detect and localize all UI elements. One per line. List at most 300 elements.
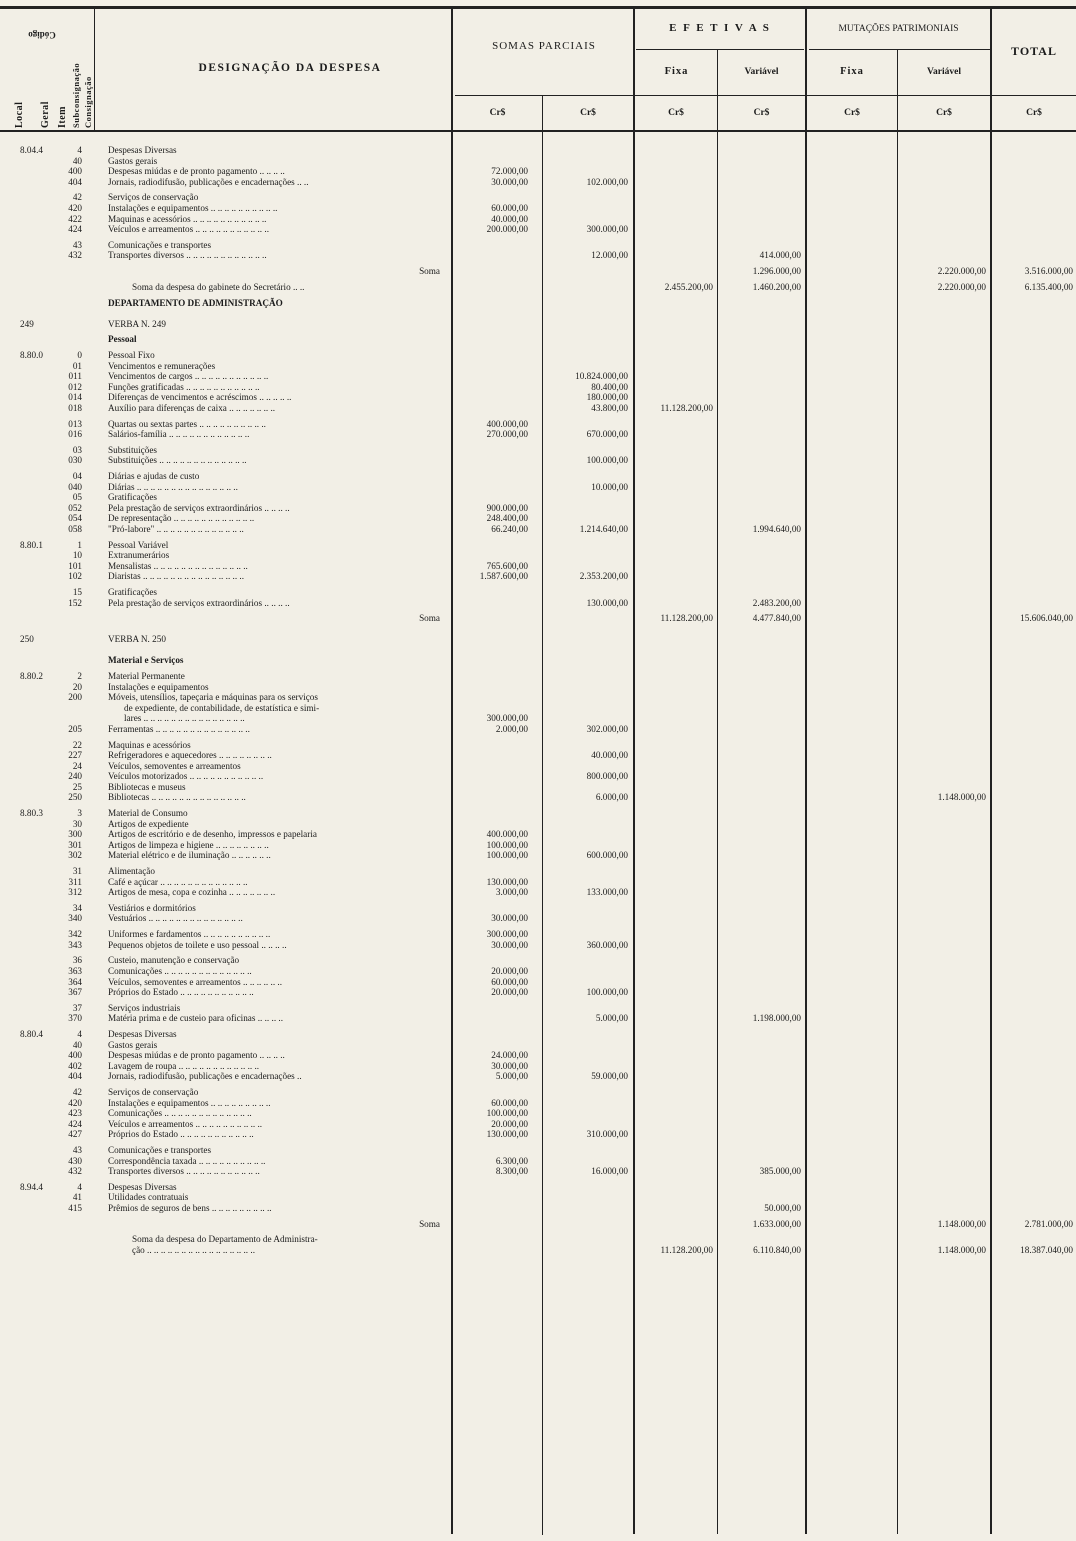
row-description: Instalações e equipamentos .. .. .. .. .. .. .. .. .. ..: [108, 203, 278, 213]
row-value-p2: 59.000,00: [591, 1071, 628, 1082]
currency-ef: Cr$: [668, 108, 684, 118]
row-description: Comunicações .. .. .. .. .. .. .. .. .. .. .. .. ..: [108, 965, 252, 976]
row-description: Diferenças de vencimentos e acréscimos .. .. .. .. ..: [108, 392, 292, 403]
row-description: Veículos motorizados .. .. .. .. .. .. .. .. .. .. ..: [108, 771, 264, 782]
row-item-code: 36: [72, 955, 82, 966]
row-value-p1: 6.300,00: [495, 1155, 528, 1166]
ledger-row: [0, 1050, 1076, 1060]
ledger-row: [0, 361, 1076, 371]
row-item-code: 302: [68, 850, 82, 861]
row-description: Auxílio para diferenças de caixa .. .. .. .. .. .. ..: [108, 402, 276, 413]
row-value-p2: 600.000,00: [586, 850, 628, 861]
row-value-p2: 102.000,00: [586, 176, 628, 187]
ledger-row: [0, 829, 1076, 839]
row-description: Comunicações e transportes: [108, 1145, 212, 1155]
row-description: Veículos e arreamentos .. .. .. .. .. .. .. .. .. ..: [108, 1118, 263, 1129]
row-value-ev: 4.477.840,00: [752, 613, 801, 624]
row-item-code: 41: [72, 1192, 82, 1203]
ledger-row: [0, 319, 1076, 329]
ledger-row: [0, 371, 1076, 381]
row-value-mf: 2.220.000,00: [937, 266, 986, 277]
row-item-code: 340: [68, 913, 82, 924]
col-header-subconsignacao: Subconsignação: [71, 62, 81, 128]
row-item-code: 15: [72, 587, 82, 597]
col-header-somas-parciais: SOMAS PARCIAIS: [492, 40, 596, 52]
row-item-code: 227: [68, 750, 82, 760]
ledger-row: [0, 587, 1076, 597]
row-item-code: 152: [68, 597, 82, 608]
row-item-code: 20: [72, 681, 82, 692]
row-value-ev: 6.110.840,00: [753, 1245, 801, 1255]
row-item-code: 10: [72, 550, 82, 561]
ledger-row: [0, 429, 1076, 439]
col-header-mut-variavel: Variável: [927, 67, 961, 77]
row-item-code: 1: [77, 539, 82, 550]
row-description: Transportes diversos .. .. .. .. .. .. .. .. .. .. .. ..: [108, 250, 267, 261]
ledger-row: [0, 1182, 1076, 1192]
row-value-p2: 360.000,00: [586, 939, 628, 950]
ledger-row: [0, 671, 1076, 681]
row-value-p1: 40.000,00: [491, 213, 528, 224]
col-header-mutacoes: MUTAÇÕES PATRIMONIAIS: [838, 24, 959, 34]
ledger-row: [0, 1087, 1076, 1097]
row-description: Próprios do Estado .. .. .. .. .. .. .. .. .. .. ..: [108, 1129, 254, 1140]
row-item-code: 37: [72, 1002, 82, 1013]
ledger-row: [0, 419, 1076, 429]
row-item-code: 240: [68, 771, 82, 782]
row-description: Diárias .. .. .. .. .. .. .. .. .. .. .. .. .. .. ..: [108, 481, 238, 492]
row-description: "Pró-labore" .. .. .. .. .. .. .. .. .. .. .. .. ..: [108, 523, 244, 534]
row-value-p1: 248.400,00: [486, 513, 528, 524]
row-description: Veículos e arreamentos .. .. .. .. .. .. .. .. .. .. ..: [108, 224, 269, 235]
row-item-code: 420: [68, 1097, 82, 1108]
row-item-code: 2: [77, 671, 82, 681]
row-value-p1: 3.000,00: [495, 887, 528, 897]
row-description: Vencimentos e remunerações: [108, 360, 216, 371]
row-description: Salários-família .. .. .. .. .. .. .. .. .. .. .. ..: [108, 429, 250, 440]
currency-parcial1: Cr$: [489, 108, 506, 118]
header-bottom-rule: [0, 130, 1076, 132]
row-item-code: 420: [68, 203, 82, 213]
row-item-code: 404: [68, 1071, 82, 1082]
row-value-mf: 1.148.000,00: [937, 792, 986, 803]
row-value-p1: 100.000,00: [486, 839, 528, 850]
ledger-row: [0, 1145, 1076, 1155]
row-description: Maquinas e acessórios: [108, 739, 191, 750]
col-sep-codes: [94, 9, 95, 131]
row-value-p2: 670.000,00: [586, 429, 628, 440]
ledger-row: [0, 655, 1076, 665]
ledger-row: [0, 540, 1076, 550]
row-item-code: 04: [72, 471, 82, 482]
row-description: Custeio, manutenção e conservação: [108, 955, 240, 966]
ledger-row: [0, 877, 1076, 887]
row-item-code: 43: [72, 239, 82, 250]
row-item-code: 34: [72, 902, 82, 913]
row-item-code: 427: [68, 1129, 82, 1140]
row-value-p2: 10.824.000,00: [575, 371, 628, 382]
row-value-p1: 1.587.600,00: [479, 571, 528, 582]
row-description: Pela prestação de serviços extraordinários .. .. .. ..: [108, 597, 290, 608]
col-header-local: Local: [14, 101, 25, 128]
row-local-code: 250: [20, 634, 34, 645]
row-item-code: 370: [68, 1013, 82, 1024]
row-item-code: 40: [72, 1039, 82, 1050]
row-description: Comunicações e transportes: [108, 239, 212, 250]
row-local-code: 249: [20, 318, 34, 329]
row-value-total: 6.135.400,00: [1024, 281, 1073, 292]
row-local-code: 8.80.4: [20, 1029, 43, 1040]
ledger-row: [0, 166, 1076, 176]
ledger-row: [0, 1098, 1076, 1108]
row-soma-label: Soma: [419, 1218, 440, 1229]
row-description: Diárias e ajudas de custo: [108, 471, 200, 482]
row-description: Pela prestação de serviços extraordinários .. .. .. ..: [108, 502, 290, 513]
ledger-row: [0, 445, 1076, 455]
row-local-code: 8.80.2: [20, 671, 43, 681]
row-description: Artigos de escritório e de desenho, impressos e papelaria: [108, 829, 317, 840]
ledger-row: [0, 887, 1076, 897]
ledger-row: [0, 866, 1076, 876]
row-value-p1: 400.000,00: [486, 829, 528, 840]
row-description: Vencimentos de cargos .. .. .. .. .. .. .. .. .. .. ..: [108, 371, 269, 382]
row-description: Veículos, semoventes e arreamentos .. .. .. .. .. ..: [108, 976, 283, 987]
row-description: Vestuários .. .. .. .. .. .. .. .. .. .. .. .. .. ..: [108, 913, 243, 924]
row-description: Uniformes e fardamentos .. .. .. .. .. .. .. .. .. ..: [108, 929, 271, 940]
row-item-code: 01: [72, 360, 82, 371]
row-description: Vestiários e dormitórios: [108, 902, 196, 913]
row-item-code: 432: [68, 1166, 82, 1177]
row-description: Material e Serviços: [108, 655, 184, 666]
ledger-row: [0, 692, 1076, 702]
row-value-p1: 8.300,00: [495, 1166, 528, 1177]
ledger-row: [0, 771, 1076, 781]
col-header-designacao: DESIGNAÇÃO DA DESPESA: [198, 62, 382, 74]
row-value-ef: 11.128.200,00: [660, 613, 713, 624]
row-item-code: 014: [68, 392, 82, 403]
row-subtotal-label: ção .. .. .. .. .. .. .. .. .. .. .. .. .. .. .. ..: [132, 1245, 255, 1255]
ledger-row: [0, 966, 1076, 976]
row-description: Transportes diversos .. .. .. .. .. .. .. .. .. .. ..: [108, 1166, 260, 1177]
ledger-row: [0, 156, 1076, 166]
row-description: Alimentação: [108, 865, 155, 876]
row-item-code: 011: [68, 371, 82, 382]
row-value-ev: 414.000,00: [759, 250, 801, 261]
row-value-total: 2.781.000,00: [1024, 1218, 1073, 1229]
ledger-row: [0, 392, 1076, 402]
ledger-row: [0, 145, 1076, 155]
row-description: Pequenos objetos de toilete e uso pessoal .. .. .. ..: [108, 939, 287, 950]
row-item-code: 054: [68, 513, 82, 524]
row-description: Pessoal: [108, 334, 137, 345]
ledger-row: [0, 1234, 1076, 1244]
row-item-code: 03: [72, 444, 82, 455]
row-value-ev: 1.198.000,00: [752, 1013, 801, 1024]
row-item-code: 422: [68, 213, 82, 224]
row-description: Matéria prima e de custeio para oficinas .. .. .. ..: [108, 1013, 284, 1024]
row-description: DEPARTAMENTO DE ADMINISTRAÇÃO: [108, 297, 283, 308]
row-local-code: 8.94.4: [20, 1181, 43, 1192]
ledger-row: [0, 1013, 1076, 1023]
row-description-cont: de expediente, de contabilidade, de estatística e simi-: [124, 702, 320, 713]
ledger-row: [0, 1129, 1076, 1139]
row-value-ev: 1.460.200,00: [752, 281, 801, 292]
row-item-code: 3: [77, 808, 82, 818]
row-description: Serviços de conservação: [108, 192, 199, 203]
ledger-row: [0, 1119, 1076, 1129]
row-item-code: 030: [68, 455, 82, 466]
row-value-p1: 20.000,00: [491, 987, 528, 997]
row-description: Pessoal Variável: [108, 539, 169, 550]
row-description: Despesas Diversas: [108, 1181, 177, 1192]
ledger-row: [0, 1203, 1076, 1213]
row-value-p1: 60.000,00: [491, 976, 528, 987]
ledger-row: [0, 350, 1076, 360]
row-value-p2: 800.000,00: [586, 771, 628, 782]
row-item-code: 0: [77, 350, 82, 361]
row-description: Substituições: [108, 444, 158, 455]
ledger-row: [0, 524, 1076, 534]
ledger-row: [0, 724, 1076, 734]
row-local-code: 8.80.3: [20, 808, 43, 818]
ledger-row: [0, 903, 1076, 913]
ledger-row: [0, 503, 1076, 513]
row-item-code: 4: [77, 145, 82, 155]
row-value-p2: 80.400,00: [591, 381, 628, 392]
ledger-row: [0, 987, 1076, 997]
row-item-code: 363: [68, 965, 82, 976]
row-item-code: 400: [68, 166, 82, 177]
row-item-code: 415: [68, 1202, 82, 1213]
ledger-row: [0, 334, 1076, 344]
row-item-code: 43: [72, 1145, 82, 1155]
row-description: Despesas Diversas: [108, 145, 177, 155]
row-value-p1: 765.600,00: [486, 560, 528, 571]
header-currency-rule: [455, 95, 1076, 96]
row-description: Jornais, radiodifusão, publicações e encadernações ..: [108, 1071, 302, 1082]
row-value-p1: 900.000,00: [486, 502, 528, 513]
ledger-row: [0, 571, 1076, 581]
ledger-row: [0, 682, 1076, 692]
ledger-row: [0, 240, 1076, 250]
row-description: Material elétrico e de iluminação .. .. .. .. .. ..: [108, 850, 271, 861]
row-description: Café e açúcar .. .. .. .. .. .. .. .. .. .. .. .. ..: [108, 876, 248, 887]
row-item-code: 430: [68, 1155, 82, 1166]
row-value-p2: 302.000,00: [586, 723, 628, 734]
ledger-row: [0, 282, 1076, 292]
row-description: Extranumerários: [108, 550, 170, 561]
row-value-p1: 300.000,00: [486, 713, 528, 724]
row-item-code: 42: [72, 1087, 82, 1097]
row-item-code: 342: [68, 929, 82, 940]
row-value-mf: 2.220.000,00: [937, 281, 986, 292]
ledger-row: [0, 1192, 1076, 1202]
row-description: Quartas ou sextas partes .. .. .. .. .. .. .. .. .. ..: [108, 418, 266, 429]
row-value-p1: 24.000,00: [491, 1050, 528, 1061]
row-value-p2: 100.000,00: [586, 987, 628, 997]
row-value-p2: 130.000,00: [586, 597, 628, 608]
row-item-code: 040: [68, 481, 82, 492]
row-value-ef: 2.455.200,00: [664, 281, 713, 292]
row-value-ev: 2.483.200,00: [752, 597, 801, 608]
row-item-code: 05: [72, 492, 82, 503]
row-value-ev: 50.000,00: [764, 1202, 801, 1213]
row-description: Móveis, utensílios, tapeçaria e máquinas para os serviços: [108, 692, 318, 703]
ledger-row: [0, 1003, 1076, 1013]
row-local-code: 8.80.1: [20, 539, 43, 550]
row-item-code: 40: [72, 155, 82, 166]
row-item-code: 4: [77, 1181, 82, 1192]
ledger-row: [0, 808, 1076, 818]
row-description: Serviços de conservação: [108, 1087, 199, 1097]
ledger-row: [0, 1108, 1076, 1118]
row-value-p1: 60.000,00: [491, 1097, 528, 1108]
row-item-code: 058: [68, 523, 82, 534]
row-value-ev: 1.296.000,00: [752, 266, 801, 277]
row-value-p2: 100.000,00: [586, 455, 628, 466]
row-item-code: 343: [68, 939, 82, 950]
currency-mf: Cr$: [844, 108, 860, 118]
ledger-row: [0, 1071, 1076, 1081]
ledger-row: [0, 550, 1076, 560]
ledger-row: [0, 761, 1076, 771]
row-item-code: 31: [72, 865, 82, 876]
row-value-p2: 1.214.640,00: [579, 523, 628, 534]
row-value-ev: 385.000,00: [759, 1166, 801, 1177]
row-description: Artigos de limpeza e higiene .. .. .. .. .. .. .. ..: [108, 839, 269, 850]
row-item-code: 400: [68, 1050, 82, 1061]
ledger-row: [0, 1040, 1076, 1050]
ledger-row: [0, 214, 1076, 224]
ledger-row: [0, 1029, 1076, 1039]
row-description: Artigos de mesa, copa e cozinha .. .. .. .. .. .. ..: [108, 887, 276, 897]
row-description: VERBA N. 249: [108, 318, 166, 329]
currency-total: Cr$: [1026, 108, 1042, 118]
row-value-ev: 1.633.000,00: [752, 1218, 801, 1229]
row-item-code: 200: [68, 692, 82, 703]
ledger-row: [0, 482, 1076, 492]
header-top-rule: [0, 6, 1076, 9]
row-description: Material Permanente: [108, 671, 185, 681]
ledger-row: [0, 298, 1076, 308]
row-description: Despesas Diversas: [108, 1029, 177, 1040]
ledger-row: [0, 750, 1076, 760]
ledger-row: [0, 1061, 1076, 1071]
ledger-row: [0, 1219, 1076, 1229]
row-value-p2: 180.000,00: [586, 392, 628, 403]
row-value-p1: 400.000,00: [486, 418, 528, 429]
ledger-row: [0, 850, 1076, 860]
ledger-row: [0, 792, 1076, 802]
row-local-code: 8.80.0: [20, 350, 43, 361]
row-description: Maquinas e acessórios .. .. .. .. .. .. .. .. .. .. ..: [108, 213, 267, 224]
row-value-p1: 130.000,00: [486, 1129, 528, 1140]
row-description: Jornais, radiodifusão, publicações e encadernações .. ..: [108, 176, 309, 187]
ledger-row: [0, 598, 1076, 608]
row-soma-label: Soma: [419, 266, 440, 277]
col-header-efetivas: E F E T I V A S: [669, 22, 771, 34]
row-value-p1: 72.000,00: [491, 166, 528, 177]
row-item-code: 404: [68, 176, 82, 187]
row-item-code: 300: [68, 829, 82, 840]
row-description: Gratificações: [108, 492, 157, 503]
row-description: Gratificações: [108, 587, 157, 597]
row-value-p1: 200.000,00: [486, 224, 528, 235]
row-value-p1: 30.000,00: [491, 939, 528, 950]
row-description: Substituições .. .. .. .. .. .. .. .. .. .. .. .. ..: [108, 455, 247, 466]
row-item-code: 30: [72, 818, 82, 829]
row-item-code: 311: [68, 876, 82, 887]
row-value-total: 18.387.040,00: [1020, 1245, 1073, 1255]
ledger-row: [0, 471, 1076, 481]
row-value-mf: 1.148.000,00: [937, 1218, 986, 1229]
row-soma-label: Soma: [419, 613, 440, 624]
row-value-p1: 2.000,00: [495, 723, 528, 734]
row-item-code: 24: [72, 760, 82, 771]
row-value-ef: 11.128.200,00: [660, 402, 713, 413]
row-item-code: 364: [68, 976, 82, 987]
ledger-row: [0, 382, 1076, 392]
ledger-row: [0, 634, 1076, 644]
col-header-geral: Geral: [40, 101, 51, 128]
ledger-row: [0, 740, 1076, 750]
row-value-p1: 100.000,00: [486, 1108, 528, 1119]
row-description: Prêmios de seguros de bens .. .. .. .. .. .. .. .. ..: [108, 1202, 272, 1213]
row-description: Diaristas .. .. .. .. .. .. .. .. .. .. .. .. .. .. ..: [108, 571, 245, 582]
ledger-row: [0, 913, 1076, 923]
ledger-row: [0, 955, 1076, 965]
row-description: Refrigeradores e aquecedores .. .. .. .. .. .. .. ..: [108, 750, 272, 760]
ledger-row: [0, 203, 1076, 213]
row-item-code: 013: [68, 418, 82, 429]
ledger-row: [0, 782, 1076, 792]
row-item-code: 101: [68, 560, 82, 571]
ledger-row: [0, 929, 1076, 939]
row-description: Veículos, semoventes e arreamentos: [108, 760, 241, 771]
row-value-p1: 20.000,00: [491, 1118, 528, 1129]
row-description: Utilidades contratuais: [108, 1192, 189, 1203]
row-description: Funções gratificadas .. .. .. .. .. .. .. .. .. .. ..: [108, 381, 260, 392]
col-header-mut-fixa: Fixa: [840, 66, 864, 77]
row-value-total: 3.516.000,00: [1024, 266, 1073, 277]
ledger-row: [0, 192, 1076, 202]
ledger-row: [0, 977, 1076, 987]
ledger-row: [0, 250, 1076, 260]
currency-ev: Cr$: [753, 108, 770, 118]
row-description: Instalações e equipamentos .. .. .. .. .. .. .. .. ..: [108, 1097, 271, 1108]
row-item-code: 052: [68, 502, 82, 513]
row-value-p2: 40.000,00: [591, 750, 628, 760]
ledger-row: [0, 224, 1076, 234]
row-description: Pessoal Fixo: [108, 350, 155, 361]
row-item-code: 250: [68, 792, 82, 803]
row-value-p2: 16.000,00: [591, 1166, 628, 1177]
row-value-p1: 100.000,00: [486, 850, 528, 861]
row-value-p1: 30.000,00: [491, 913, 528, 924]
row-item-code: 301: [68, 839, 82, 850]
row-item-code: 367: [68, 987, 82, 997]
row-description: Gastos gerais: [108, 1039, 158, 1050]
row-value-p2: 133.000,00: [586, 887, 628, 897]
row-value-p2: 2.353.200,00: [579, 571, 628, 582]
row-description: Gastos gerais: [108, 155, 158, 166]
row-value-p2: 12.000,00: [591, 250, 628, 261]
row-description: Próprios do Estado .. .. .. .. .. .. .. .. .. .. ..: [108, 987, 254, 997]
row-value-p1: 5.000,00: [495, 1071, 528, 1082]
row-local-code: 8.04.4: [20, 145, 43, 155]
row-item-code: 012: [68, 381, 82, 392]
row-item-code: 424: [68, 1118, 82, 1129]
